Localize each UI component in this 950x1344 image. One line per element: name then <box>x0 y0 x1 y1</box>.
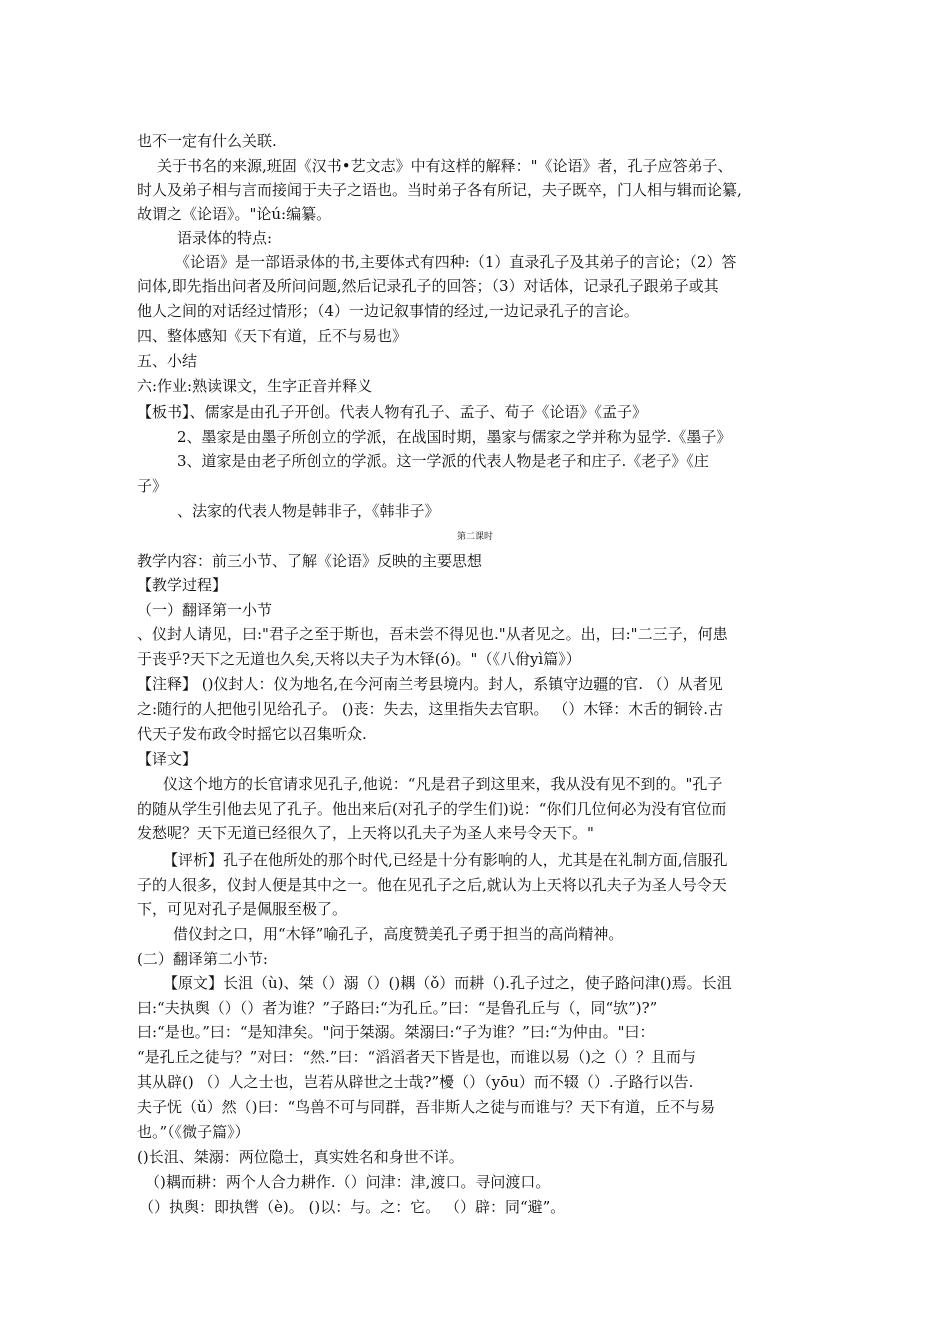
text-line: 【评析】孔子在他所处的那个时代,已经是十分有影响的人，尤其是在礼制方面,信服孔 <box>163 851 728 869</box>
text-line: 子》 <box>137 477 168 495</box>
text-line: （）执舆：即执辔（è)。 ()以：与。之：它。 （）辟：同“避”。 <box>139 1198 566 1216</box>
text-line: 【原文】长沮（ù)、桀（）溺（）()耦（ǒ）而耕（).孔子过之，使子路问津()焉。长沮 <box>163 974 732 992</box>
text-line: 也。”（《微子篇》） <box>137 1123 250 1141</box>
text-line: 故谓之《论语》。"论ú:编纂。 <box>137 205 332 223</box>
text-line: “是孔丘之徒与？”对曰：“然.”曰：“滔滔者天下皆是也，而谁以易（)之（）？且而与 <box>137 1048 696 1066</box>
text-line: 教学内容：前三小节、了解《论语》反映的主要思想 <box>137 552 483 570</box>
text-line: 《论语》是一部语录体的书,主要体式有四种:（1）直录孔子及其弟子的言论；（2）答 <box>175 253 737 271</box>
text-line: 发愁呢？天下无道已经很久了，上天将以孔夫子为圣人来号令天下。" <box>137 824 594 842</box>
text-line: 其从辟() （）人之士也，岂若从辟世之士哉?”櫌（）（yōu）而不辍（）.子路行以告. <box>137 1073 694 1091</box>
text-line: 、仪封人请见，曰:"君子之至于斯也，吾未尝不得见也."从者见之。出，曰:"二三子，何患 <box>137 625 728 643</box>
text-line: 于丧乎?天下之无道也久矣,天将以夫子为木铎(ó)。"（《八佾yì篇》） <box>137 650 581 668</box>
lesson-title: 第二课时 <box>456 532 493 542</box>
text-line: 他人之间的对话经过情形；（4）一边记叙事情的经过,一边记录孔子的言论。 <box>137 302 639 320</box>
text-line: 曰:“是也。”曰：“是知津矣。"问于桀溺。桀溺曰:“子为谁？”曰:“为仲由。"曰： <box>137 1023 655 1041</box>
section-heading: 语录体的特点: <box>177 229 273 247</box>
text-line: 【注释】 ()仪封人：仪为地名,在今河南兰考县境内。封人，系镇守边疆的官. （）从者见 <box>137 675 723 693</box>
section-heading: （一）翻译第一小节 <box>137 601 273 619</box>
text-line: 之:随行的人把他引见给孔子。 ()丧：失去，这里指失去官职。 （）木铎：木舌的铜铃.古 <box>137 700 724 718</box>
text-line: 3、道家是由老子所创立的学派。这一学派的代表人物是老子和庄子.《老子》《庄 <box>177 452 709 470</box>
text-line: 借仪封之口，用“木铎”喻孔子，高度赞美孔子勇于担当的高尚精神。 <box>173 925 624 943</box>
section-heading: 四、整体感知《天下有道，丘不与易也》 <box>137 327 408 345</box>
section-heading: 五、小结 <box>137 352 198 370</box>
section-heading: 【教学过程】 <box>137 576 228 594</box>
text-line: 关于书名的来源,班固《汉书•艺文志》中有这样的解释："《论语》者，孔子应答弟子、 <box>157 157 733 175</box>
text-line: 【板书】、儒家是由孔子开创。代表人物有孔子、孟子、荀子《论语》《孟子》 <box>137 403 648 421</box>
section-heading: (二）翻译第二小节: <box>137 950 268 968</box>
text-line: 时人及弟子相与言而接闻于夫子之语也。当时弟子各有所记，夫子既卒，门人相与辑而论纂, <box>137 181 742 199</box>
text-line: 曰:“夫执舆（）（）者为谁？”子路曰:“为孔丘。”曰：“是鲁孔丘与（，同“欤”)?” <box>137 999 658 1017</box>
section-heading: 六:作业:熟读课文，生字正音并释义 <box>137 377 373 395</box>
text-line: （)耦而耕：两个人合力耕作.（）问津：津,渡口。寻问渡口。 <box>145 1173 551 1191</box>
text-line: 下，可见对孔子是佩服至极了。 <box>137 900 348 918</box>
text-line: 的随从学生引他去见了孔子。他出来后(对孔子的学生们)说：“你们几位何必为没有官位而 <box>137 800 727 818</box>
text-line: 2、墨家是由墨子所创立的学派，在战国时期，墨家与儒家之学并称为显学.《墨子》 <box>177 428 732 446</box>
text-line: 夫子怃（ǔ）然（)曰：“鸟兽不可与同群，吾非斯人之徒与而谁与？天下有道，丘不与易 <box>137 1098 716 1116</box>
text-line: ()长沮、桀溺：两位隐士，真实姓名和身世不详。 <box>137 1148 464 1166</box>
text-line: 仪这个地方的长官请求见孔子,他说：“凡是君子到这里来，我从没有见不到的。"孔子 <box>163 775 723 793</box>
section-heading: 【译文】 <box>137 750 198 768</box>
text-line: 代天子发布政令时摇它以召集听众. <box>137 725 367 743</box>
text-line: 、法家的代表人物是韩非子，《韩非子》 <box>177 502 440 520</box>
text-line: 也不一定有什么关联. <box>137 132 277 150</box>
text-line: 子的人很多，仪封人便是其中之一。他在见孔子之后,就认为上天将以孔夫子为圣人号令天 <box>137 876 727 894</box>
text-line: 问体,即先指出问者及所问问题,然后记录孔子的回答；（3）对话体，记录孔子跟弟子或其 <box>137 277 719 295</box>
